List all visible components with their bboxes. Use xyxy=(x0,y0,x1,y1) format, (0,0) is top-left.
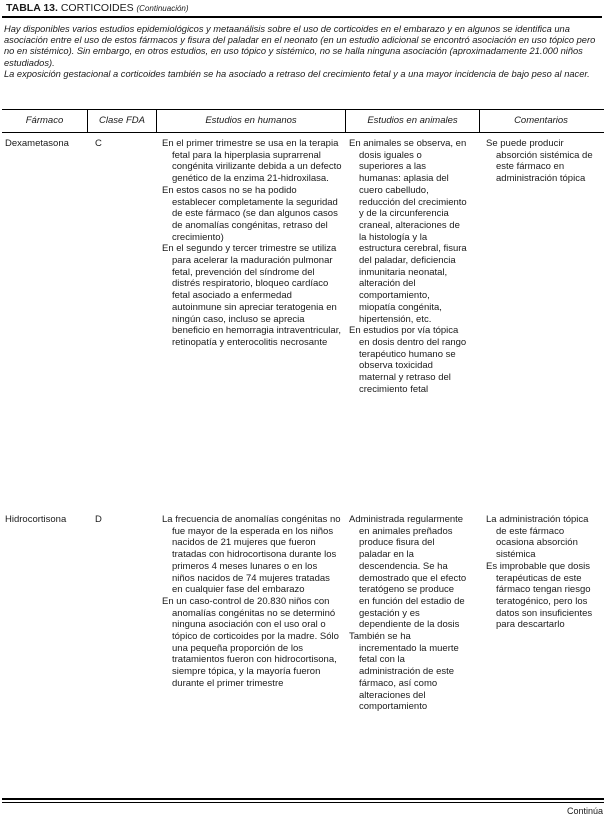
drug-name: Hidrocortisona xyxy=(5,514,67,525)
animal-study-paragraph: En estudios por vía tópica en dosis dentro del rango terapéutico humano se observa toxicidad maternal y retraso del crecimiento fetal xyxy=(349,325,467,395)
human-study-paragraph: La frecuencia de anomalías congénitas no fue mayor de la esperada en los niños nacidos de 21 mujeres que fueron tratadas con hidrocortisona durante los primeros 4 meses lunares o en los niños nacidos de 74 mujeres tratadas en cualquier fase del embarazo xyxy=(162,514,341,596)
human-study-paragraph: En el segundo y tercer trimestre se utiliza para acelerar la maduración pulmonar fetal, prevención del síndrome del distrés respiratorio, bloqueo cardíaco fetal asociado a enfermedad autoinmune sin apreciar teratogenia en ningún caso, incluso se aprecia beneficio en hemorragia intraventricular, retinopatía y enterocolitis necrosante xyxy=(162,243,341,348)
table-title: TABLA 13. CORTICOIDES (Continuación) xyxy=(6,2,189,14)
human-studies-cell xyxy=(162,138,342,349)
comments-cell xyxy=(486,514,598,631)
comment-paragraph: Es improbable que dosis terapéuticas de este fármaco tengan riesgo teratogénico, pero los datos son insuficientes para descartarlo xyxy=(486,560,593,631)
human-study-paragraph: En el primer trimestre se usa en la terapia fetal para la hiperplasia suprarrenal congénita virilizante debida a un defecto genético de la enzima 21-hidroxilasa. xyxy=(162,138,342,185)
comments-cell xyxy=(486,138,598,185)
animal-studies-cell xyxy=(349,514,467,713)
comment-paragraph: La administración tópica de este fármaco ocasiona absorción sistémica xyxy=(486,514,589,561)
column-header-comentarios: Comentarios xyxy=(514,115,568,126)
header-bottom-rule xyxy=(2,132,604,133)
fda-class: D xyxy=(95,514,102,525)
intro-paragraph: Hay disponibles varios estudios epidemiológicos y metaanálisis sobre el uso de corticoides en el embarazo y en algunos se identifica una asociación entre el uso de estos fármacos y fisura del paladar en el neonato (en un estudio adicional se encontró asociación en uso tópico pero no en sistémico). Sin embargo, en otros estudios, en uso tópico y sistémico, no se halla ninguna asociación (aproximadamente 21.000 niños estudiados). xyxy=(4,24,596,68)
column-header-estudios-humanos: Estudios en humanos xyxy=(205,115,297,126)
column-header-clase-fda: Clase FDA xyxy=(99,115,145,126)
animal-study-paragraph: También se ha incrementado la muerte fetal con la administración de este fármaco, así como alteraciones del comportamiento xyxy=(349,631,459,713)
animal-study-paragraph: Administrada regularmente en animales preñados produce fisura del paladar en la descendencia. Se ha demostrado que el efecto teratógeno se produce en función del estadio de gestación y es dependiente de la dosis xyxy=(349,514,467,631)
drug-name: Dexametasona xyxy=(5,138,69,149)
column-header-farmaco: Fármaco xyxy=(25,115,64,126)
column-header-estudios-animales: Estudios en animales xyxy=(367,115,458,126)
intro-paragraph: La exposición gestacional a corticoides también se ha asociado a retraso del crecimiento fetal y a una mayor incidencia de bajo peso al nacer. xyxy=(4,68,590,79)
fda-class: C xyxy=(95,138,102,149)
human-studies-cell xyxy=(162,514,342,690)
table-bottom-rule xyxy=(2,798,604,800)
animal-study-paragraph: En animales se observa, en dosis iguales o superiores a las humanas: aplasia del cuero cabelludo, reducción del crecimiento y de la circunferencia craneal, alteraciones de la histología y la estructura cerebral, fisura del paladar, deficiencia inmunitaria neonatal, alteración del comportamiento, miopatía congénita, hipertensión, etc. xyxy=(349,138,467,325)
continues-label: Continúa xyxy=(566,806,603,816)
human-study-paragraph: En estos casos no se ha podido establecer completamente la seguridad de este fármaco (se dan algunos casos de anomalías congénitas, retraso del crecimiento) xyxy=(162,184,338,243)
header-top-rule xyxy=(2,109,604,110)
animal-studies-cell xyxy=(349,138,467,395)
table-bottom-rule-thin xyxy=(2,802,604,803)
intro-text xyxy=(4,24,604,80)
title-bar xyxy=(2,1,602,18)
comment-paragraph: Se puede producir absorción sistémica de este fármaco en administración tópica xyxy=(486,138,593,185)
human-study-paragraph: En un caso-control de 20.830 niños con anomalías congénitas no se determinó ninguna asociación con el uso oral o tópico de corticoides por la madre. Sólo una pequeña proporción de los tratamientos fueron con hidrocortisona, siempre tópica, y la mayoría fueron durante el primer trimestre xyxy=(162,595,339,689)
